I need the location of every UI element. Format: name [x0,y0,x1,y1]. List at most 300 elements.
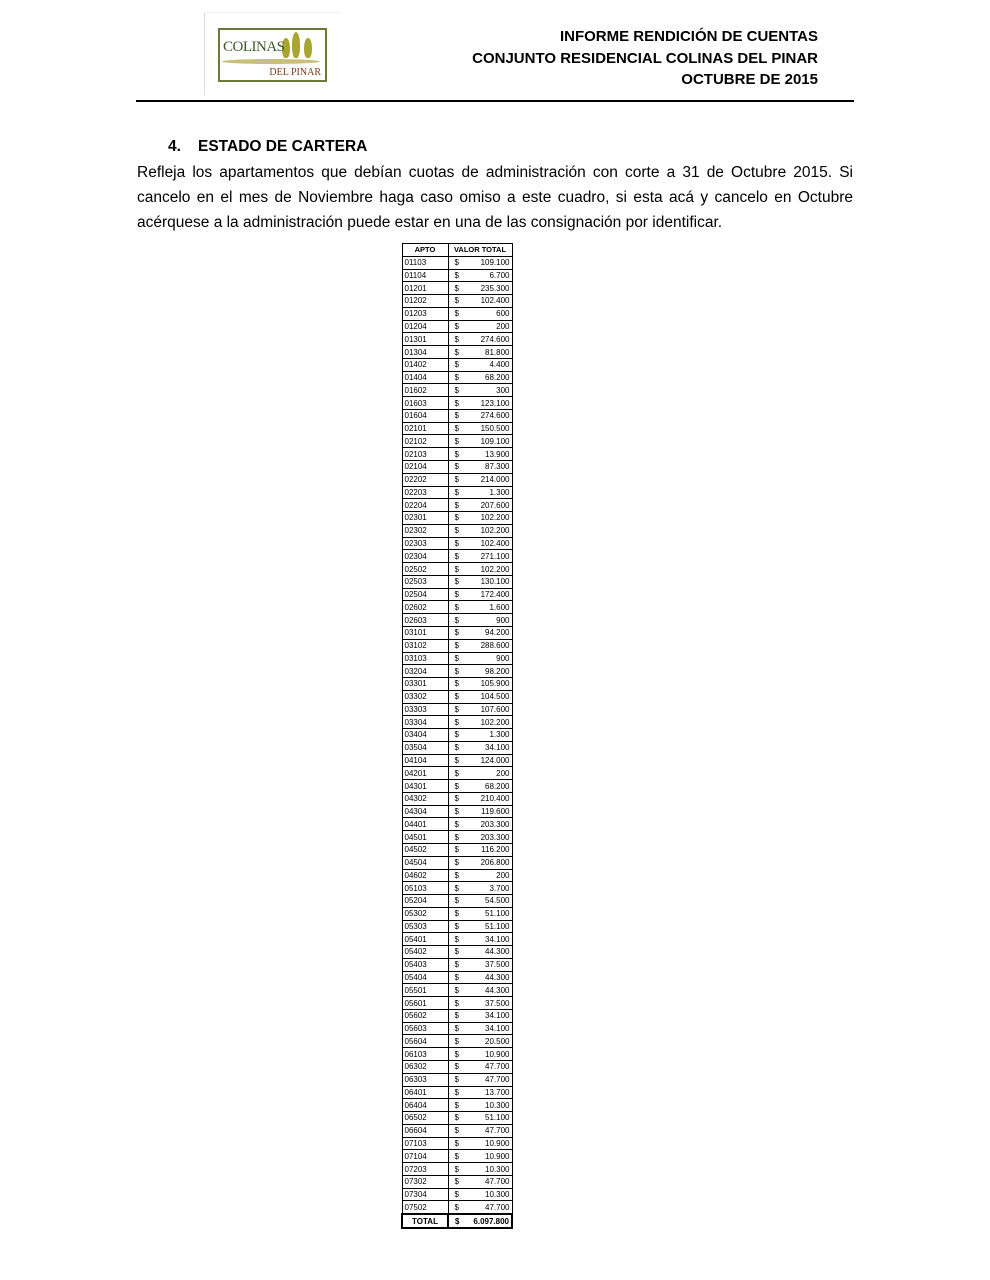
amount: 210.400 [480,794,510,804]
logo-swoosh [222,59,320,64]
table-row [402,1201,512,1214]
value-cell [448,1150,512,1163]
value-cell [448,1163,512,1176]
value-cell [448,499,512,512]
apto-cell: 04504 [402,856,448,869]
table-row [402,690,512,703]
amount: 47.700 [485,1202,510,1212]
amount: 10.900 [485,1151,510,1161]
value-cell [448,269,512,282]
table-row [402,1061,512,1074]
value-cell [448,907,512,920]
value-cell [448,333,512,346]
apto-cell: 02304 [402,550,448,563]
apto-cell: 05601 [402,997,448,1010]
value-cell [448,690,512,703]
amount: 68.200 [485,373,510,383]
section-title: ESTADO DE CARTERA [198,138,368,155]
amount: 4.400 [489,360,510,370]
currency-symbol: $ [454,436,459,446]
apto-cell: 06303 [402,1073,448,1086]
currency-symbol: $ [454,1011,459,1021]
apto-cell: 06502 [402,1112,448,1125]
currency-symbol: $ [454,577,459,587]
value-cell [448,856,512,869]
currency-symbol: $ [454,385,459,395]
currency-symbol: $ [454,270,459,280]
table-row [402,499,512,512]
apto-cell: 07203 [402,1163,448,1176]
table-row [402,665,512,678]
apto-cell: 04302 [402,792,448,805]
amount: 102.400 [480,538,510,548]
currency-symbol: $ [454,475,459,485]
currency-symbol: $ [455,1216,460,1226]
table-row [402,1035,512,1048]
table-row [402,805,512,818]
amount: 68.200 [485,781,510,791]
amount: 10.300 [485,1164,510,1174]
value-cell [448,665,512,678]
tree-icon [292,32,300,58]
apto-cell: 02102 [402,435,448,448]
amount: 105.900 [480,679,510,689]
amount: 274.600 [480,411,510,421]
currency-symbol: $ [454,717,459,727]
table-header-row [402,244,512,257]
apto-cell: 02101 [402,422,448,435]
table-row [402,946,512,959]
amount: 10.900 [485,1049,510,1059]
amount: 10.300 [485,1190,510,1200]
amount: 102.400 [480,296,510,306]
currency-symbol: $ [454,1177,459,1187]
value-cell [448,1022,512,1035]
apto-cell: 03103 [402,652,448,665]
amount: 900 [496,615,510,625]
table-row [402,767,512,780]
apto-cell: 05603 [402,1022,448,1035]
currency-symbol: $ [454,666,459,676]
currency-symbol: $ [454,551,459,561]
table-row [402,269,512,282]
value-cell [448,971,512,984]
table-row [402,1099,512,1112]
value-cell [448,805,512,818]
currency-symbol: $ [454,1024,459,1034]
apto-cell: 07502 [402,1201,448,1214]
amount: 274.600 [480,334,510,344]
apto-cell: 03101 [402,626,448,639]
currency-symbol: $ [454,819,459,829]
apto-cell: 04501 [402,831,448,844]
table-row [402,448,512,461]
currency-symbol: $ [454,628,459,638]
value-cell [448,1124,512,1137]
amount: 47.700 [485,1075,510,1085]
amount: 10.300 [485,1100,510,1110]
amount: 109.100 [480,436,510,446]
currency-symbol: $ [454,858,459,868]
value-cell [448,984,512,997]
header-line-1: INFORME RENDICIÓN DE CUENTAS [559,28,818,45]
value-cell [448,920,512,933]
amount: 150.500 [480,424,510,434]
amount: 107.600 [480,704,510,714]
amount: 235.300 [480,283,510,293]
value-cell [448,946,512,959]
table-row [402,575,512,588]
apto-cell: 03301 [402,678,448,691]
amount: 44.300 [485,947,510,957]
apto-cell: 07103 [402,1137,448,1150]
apto-cell: 01404 [402,371,448,384]
value-cell [448,358,512,371]
currency-symbol: $ [454,921,459,931]
amount: 130.100 [480,577,510,587]
table-row [402,1022,512,1035]
currency-symbol: $ [454,1113,459,1123]
table-row [402,282,512,295]
amount: 102.200 [480,717,510,727]
amount: 44.300 [485,985,510,995]
value-cell [448,1137,512,1150]
currency-symbol: $ [454,1138,459,1148]
currency-symbol: $ [454,296,459,306]
currency-symbol: $ [454,1087,459,1097]
apto-cell: 06103 [402,1048,448,1061]
table-row [402,435,512,448]
currency-symbol: $ [454,730,459,740]
currency-symbol: $ [454,564,459,574]
apto-cell: 04401 [402,818,448,831]
amount: 172.400 [480,590,510,600]
apto-cell: 05404 [402,971,448,984]
currency-symbol: $ [454,781,459,791]
value-cell [448,256,512,269]
amount: 34.100 [485,1011,510,1021]
apto-cell: 01201 [402,282,448,295]
apto-cell: 01203 [402,307,448,320]
total-label: TOTAL [402,1214,448,1228]
currency-symbol: $ [454,500,459,510]
value-cell [448,1112,512,1125]
amount: 34.100 [485,934,510,944]
apto-cell: 02202 [402,473,448,486]
table-row [402,1009,512,1022]
apto-cell: 03504 [402,741,448,754]
currency-symbol: $ [454,1062,459,1072]
amount: 207.600 [480,500,510,510]
amount: 102.200 [480,564,510,574]
value-cell [448,716,512,729]
value-cell [448,780,512,793]
value-cell [448,1201,512,1214]
table-row [402,295,512,308]
currency-symbol: $ [454,1126,459,1136]
currency-symbol: $ [454,321,459,331]
currency-symbol: $ [454,487,459,497]
amount: 116.200 [481,845,510,855]
header-line-2: CONJUNTO RESIDENCIAL COLINAS DEL PINAR [472,49,818,67]
amount: 81.800 [485,347,510,357]
currency-symbol: $ [454,653,459,663]
apto-cell: 01402 [402,358,448,371]
section-heading [168,138,367,156]
amount: 47.700 [485,1177,510,1187]
amount: 119.600 [481,807,510,817]
table-row [402,997,512,1010]
apto-cell: 02203 [402,486,448,499]
apto-cell: 02204 [402,499,448,512]
amount: 271.100 [480,551,510,561]
currency-symbol: $ [454,768,459,778]
table-row [402,741,512,754]
apto-cell: 02104 [402,461,448,474]
value-cell [448,473,512,486]
amount: 44.300 [485,973,510,983]
apto-cell: 03302 [402,690,448,703]
apto-cell: 05501 [402,984,448,997]
table-row [402,537,512,550]
currency-symbol: $ [454,398,459,408]
table-row [402,346,512,359]
amount: 200 [496,768,510,778]
apto-cell: 06404 [402,1099,448,1112]
value-cell [448,614,512,627]
value-cell [448,409,512,422]
table-row [402,371,512,384]
value-cell [448,282,512,295]
currency-symbol: $ [454,1164,459,1174]
currency-symbol: $ [454,679,459,689]
portfolio-table [401,243,513,1229]
apto-cell: 02502 [402,563,448,576]
table-row [402,933,512,946]
table-row [402,920,512,933]
table-row [402,550,512,563]
currency-symbol: $ [454,832,459,842]
value-cell [448,652,512,665]
table-row [402,358,512,371]
amount: 34.100 [485,1024,510,1034]
table-row [402,473,512,486]
apto-cell: 01104 [402,269,448,282]
currency-symbol: $ [454,424,459,434]
value-cell [448,818,512,831]
value-cell [448,1035,512,1048]
currency-symbol: $ [454,985,459,995]
table-row [402,729,512,742]
value-cell [448,448,512,461]
apto-cell: 03204 [402,665,448,678]
table-row [402,652,512,665]
value-cell [448,933,512,946]
header-apto: APTO [402,244,448,257]
table-row [402,333,512,346]
currency-symbol: $ [454,641,459,651]
apto-cell: 05402 [402,946,448,959]
table-row [402,626,512,639]
table-row [402,320,512,333]
value-cell [448,588,512,601]
report-header [472,26,818,91]
value-cell [448,524,512,537]
amount: 203.300 [480,819,510,829]
apto-cell: 04301 [402,780,448,793]
apto-cell: 02603 [402,614,448,627]
value-cell [448,626,512,639]
currency-symbol: $ [454,883,459,893]
apto-cell: 06604 [402,1124,448,1137]
amount: 600 [496,309,510,319]
currency-symbol: $ [454,411,459,421]
apto-cell: 05302 [402,907,448,920]
amount: 300 [496,385,510,395]
table-row [402,397,512,410]
value-cell [448,741,512,754]
currency-symbol: $ [454,794,459,804]
amount: 288.600 [480,641,510,651]
table-row [402,716,512,729]
apto-cell: 02103 [402,448,448,461]
amount: 6.700 [489,270,510,280]
amount: 6.097.800 [473,1216,509,1226]
apto-cell: 03102 [402,639,448,652]
value-cell [448,435,512,448]
table-row [402,1175,512,1188]
table-row [402,1188,512,1201]
amount: 87.300 [485,462,510,472]
amount: 1.300 [489,730,510,740]
apto-cell: 01304 [402,346,448,359]
section-paragraph: Refleja los apartamentos que debían cuotas de administración con corte a 31 de Octubre 2015. Si cancelo en el mes de Noviembre haga caso omiso a este cuadro, si esta acá y cancelo en Octubre acérquese a la administración puede estar en una de las consignación por identificar. [137,164,853,231]
amount: 3.700 [489,883,510,893]
currency-symbol: $ [454,258,459,268]
value-cell [448,384,512,397]
table-row [402,588,512,601]
table-row [402,703,512,716]
value-cell [448,1061,512,1074]
currency-symbol: $ [454,373,459,383]
apto-cell: 07302 [402,1175,448,1188]
table-row [402,1150,512,1163]
apto-cell: 01603 [402,397,448,410]
currency-symbol: $ [454,960,459,970]
table-row [402,818,512,831]
amount: 900 [496,653,510,663]
amount: 124.000 [480,756,510,765]
currency-symbol: $ [454,309,459,319]
amount: 20.500 [485,1036,510,1046]
table-row [402,1073,512,1086]
value-cell [448,422,512,435]
value-cell [448,575,512,588]
amount: 200 [496,870,510,880]
amount: 206.800 [480,858,510,868]
table-row [402,409,512,422]
value-cell [448,486,512,499]
amount: 200 [496,321,510,331]
table-row [402,882,512,895]
currency-symbol: $ [454,334,459,344]
table-row [402,856,512,869]
table-row [402,639,512,652]
apto-cell: 05403 [402,958,448,971]
value-cell [448,792,512,805]
amount: 37.500 [485,960,510,970]
apto-cell: 03404 [402,729,448,742]
value-cell [448,307,512,320]
currency-symbol: $ [454,1190,459,1200]
value-cell [448,997,512,1010]
table-row [402,384,512,397]
currency-symbol: $ [454,449,459,459]
currency-symbol: $ [454,462,459,472]
table-row [402,422,512,435]
total-row [402,1214,512,1228]
apto-cell: 05602 [402,1009,448,1022]
currency-symbol: $ [454,692,459,702]
value-cell [448,1048,512,1061]
amount: 47.700 [485,1126,510,1136]
table-row [402,1124,512,1137]
amount: 98.200 [485,666,510,676]
currency-symbol: $ [454,615,459,625]
amount: 34.100 [485,743,510,753]
apto-cell: 06302 [402,1061,448,1074]
apto-cell: 06401 [402,1086,448,1099]
table-row [402,843,512,856]
colinas-del-pinar-logo [218,28,327,82]
amount: 104.500 [480,692,510,702]
table-row [402,678,512,691]
table-row [402,831,512,844]
value-cell [448,678,512,691]
value-cell [448,601,512,614]
currency-symbol: $ [454,1202,459,1212]
apto-cell: 01301 [402,333,448,346]
value-cell [448,295,512,308]
amount: 123.100 [480,398,510,408]
value-cell [448,1175,512,1188]
currency-symbol: $ [454,1036,459,1046]
apto-cell: 07304 [402,1188,448,1201]
amount: 10.900 [485,1138,510,1148]
apto-cell: 02302 [402,524,448,537]
apto-cell: 02504 [402,588,448,601]
header-divider [136,100,854,102]
currency-symbol: $ [454,947,459,957]
logo-text-bottom: DEL PINAR [269,67,321,78]
currency-symbol: $ [454,513,459,523]
currency-symbol: $ [454,704,459,714]
value-cell [448,461,512,474]
apto-cell: 02301 [402,512,448,525]
amount: 109.100 [480,258,510,268]
table-row [402,1163,512,1176]
table-row [402,907,512,920]
amount: 54.500 [485,896,510,906]
amount: 102.200 [480,513,510,523]
table-row [402,754,512,767]
amount: 203.300 [480,832,510,842]
table-row [402,486,512,499]
apto-cell: 04201 [402,767,448,780]
apto-cell: 05204 [402,895,448,908]
apto-cell: 04304 [402,805,448,818]
currency-symbol: $ [454,934,459,944]
